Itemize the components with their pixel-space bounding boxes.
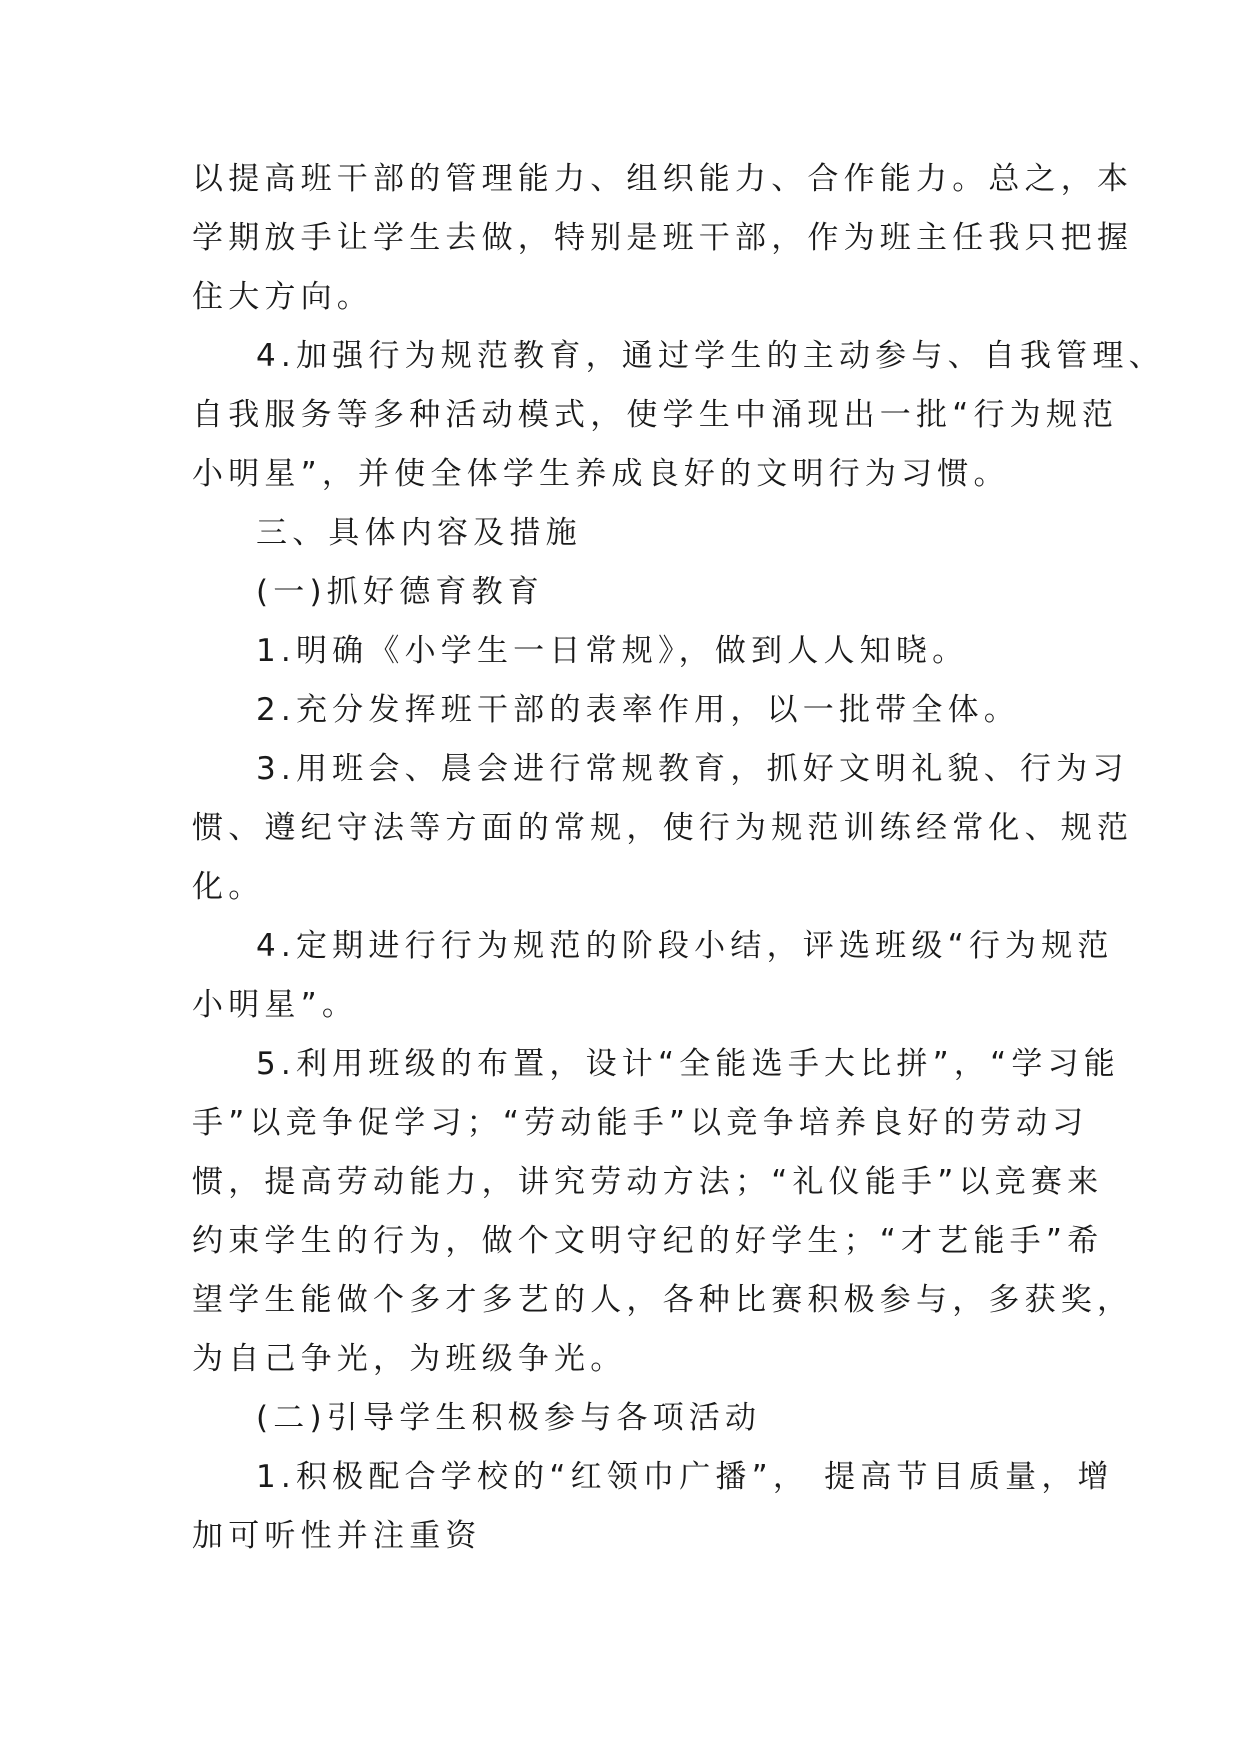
section-heading: 三、具体内容及措施	[256, 515, 582, 551]
text-line: 惯、遵纪守法等方面的常规，使行为规范训练经常化、规范	[192, 810, 1134, 846]
document-page	[192, 150, 1165, 1566]
text-line: 自我服务等多种活动模式，使学生中涌现出一批“行为规范	[192, 397, 1119, 433]
text-line: 约束学生的行为，做个文明守纪的好学生；“才艺能手”希	[192, 1223, 1104, 1259]
text-line: 以提高班干部的管理能力、组织能力、合作能力。总之，本	[192, 161, 1134, 197]
text-line: 4.定期进行行为规范的阶段小结，评选班级“行为规范	[256, 928, 1114, 964]
text-line: 为自己争光，为班级争光。	[192, 1341, 627, 1377]
text-line: 1.积极配合学校的“红领巾广播”， 提高节目质量，增	[256, 1459, 1114, 1495]
subsection-heading: (二)引导学生积极参与各项活动	[256, 1400, 762, 1436]
text-line: 加可听性并注重资	[192, 1518, 482, 1554]
subsection-heading: (一)抓好德育教育	[256, 574, 544, 610]
text-line: 小明星”。	[192, 987, 359, 1023]
text-line: 5.利用班级的布置，设计“全能选手大比拼”，“学习能	[256, 1046, 1120, 1082]
text-line: 3.用班会、晨会进行常规教育，抓好文明礼貌、行为习	[256, 751, 1129, 787]
text-line: 手”以竞争促学习；“劳动能手”以竞争培养良好的劳动习	[192, 1105, 1089, 1141]
text-line: 学期放手让学生去做，特别是班干部，作为班主任我只把握	[192, 220, 1134, 256]
text-line: 望学生能做个多才多艺的人，各种比赛积极参与，多获奖，	[192, 1282, 1134, 1318]
text-line: 住大方向。	[192, 279, 373, 315]
text-line: 4.加强行为规范教育，通过学生的主动参与、自我管理、	[256, 338, 1165, 374]
text-line: 1.明确《小学生一日常规》，做到人人知晓。	[256, 633, 969, 669]
text-line: 化。	[192, 869, 265, 905]
text-line: 小明星”，并使全体学生养成良好的文明行为习惯。	[192, 456, 1010, 492]
text-line: 惯，提高劳动能力，讲究劳动方法；“礼仪能手”以竞赛来	[192, 1164, 1104, 1200]
text-line: 2.充分发挥班干部的表率作用，以一批带全体。	[256, 692, 1020, 728]
